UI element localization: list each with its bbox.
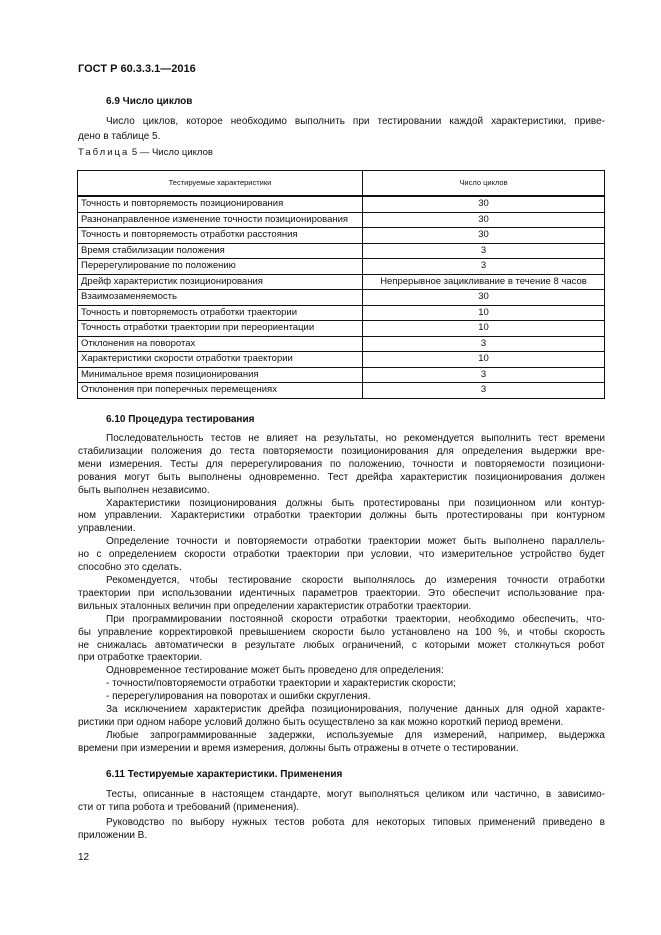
paragraph	[78, 789, 605, 815]
text-line: траектории при использовании идентичных параметров траектории. Это обеспечит использование пра-	[78, 587, 605, 599]
caption-prefix: Таблица	[78, 147, 130, 158]
cycles-cell: 30	[363, 196, 605, 212]
paragraph	[78, 691, 605, 704]
text-line: - точности/повторяемости отработки траектории и характеристик скорости;	[106, 678, 456, 690]
paragraph	[78, 498, 605, 537]
text-line: сти от типа робота и требований (применения).	[78, 801, 300, 813]
text-line: не снижалась автоматически в результате любых ограничений, с которыми может столкнуться робот	[78, 639, 605, 651]
cycles-cell: 30	[363, 228, 605, 244]
text-line: Любые запрограммированные задержки, используемые для измерений, например, выдержка	[106, 729, 605, 741]
paragraph	[78, 115, 605, 144]
text-line: Число циклов, которое необходимо выполнить при тестировании каждой характеристики, приве-	[106, 116, 605, 127]
text-line: быть выполнен независимо.	[78, 484, 210, 496]
characteristic-cell: Взаимозаменяемость	[78, 290, 363, 306]
cycles-cell: 3	[363, 259, 605, 275]
text-line: Определение точности и повторяемости отработки траектории может быть выполнено параллель-	[106, 536, 605, 548]
paragraph	[78, 433, 605, 498]
characteristic-cell: Минимальное время позиционирования	[78, 367, 363, 383]
text-line: вильных эталонных величин при определении характеристик отработки траектории.	[78, 600, 472, 612]
table-row	[78, 305, 605, 321]
characteristic-cell: Точность и повторяемость отработки траектории	[78, 305, 363, 321]
text-line: Рекомендуется, чтобы тестирование скорости выполнялось до измерения точности отработки	[106, 574, 605, 586]
text-line: При программировании постоянной скорости отработки траектории, необходимо обеспечить, что-	[106, 613, 605, 625]
caption-title: 5 — Число циклов	[129, 147, 213, 158]
characteristic-cell: Перерегулирование по положению	[78, 259, 363, 275]
paragraph	[78, 730, 605, 756]
section-title: 6.10 Процедура тестирования	[106, 414, 255, 425]
table-row	[78, 290, 605, 306]
paragraph	[78, 614, 605, 666]
paragraph	[78, 665, 605, 678]
text-line: но с определением скорости отработки траектории при условии, что измерительное устройство будет	[78, 549, 605, 561]
table-row	[78, 383, 605, 399]
paragraph	[78, 575, 605, 614]
cycles-cell: 3	[363, 367, 605, 383]
text-line: бы управление корректировкой превышением скорости было установлено на 100 %, и чтобы скорость	[78, 626, 605, 638]
table-caption	[78, 147, 213, 158]
characteristic-cell: Точность и повторяемость позиционирования	[78, 196, 363, 212]
column-header: Тестируемые характеристики	[78, 171, 363, 197]
cycles-cell: 3	[363, 243, 605, 259]
cycles-cell: 10	[363, 305, 605, 321]
text-line: дено в таблице 5.	[78, 130, 161, 142]
text-line: Последовательность тестов не влияет на результаты, но рекомендуется выполнить тест времени	[106, 433, 605, 444]
section-6-11	[78, 767, 605, 843]
paragraph	[78, 704, 605, 730]
table-row	[78, 274, 605, 290]
paragraph	[78, 817, 605, 843]
text-line: За исключением характеристик дрейфа позиционирования, получение данных для одной характе-	[106, 704, 605, 716]
text-line: Руководство по выбору нужных тестов робота для некоторых типовых применений приведено в	[106, 816, 605, 828]
cycles-cell: 30	[363, 290, 605, 306]
text-line: приложении В.	[78, 829, 148, 841]
section-6-10	[78, 412, 605, 756]
table-row	[78, 212, 605, 228]
table-row	[78, 336, 605, 352]
text-line: ристики при одном наборе условий должно быть осуществлено за как можно короткий период времени.	[78, 716, 564, 728]
paragraph	[78, 678, 605, 691]
characteristic-cell: Характеристики скорости отработки траектории	[78, 352, 363, 368]
characteristic-cell: Разнонаправленное изменение точности позиционирования	[78, 212, 363, 228]
characteristic-cell: Точность отработки траектории при переориентации	[78, 321, 363, 337]
cycles-cell: 30	[363, 212, 605, 228]
table-row	[78, 367, 605, 383]
characteristic-cell: Отклонения на поворотах	[78, 336, 363, 352]
text-line: при отработке траектории.	[78, 652, 203, 664]
page-number: 12	[78, 852, 90, 863]
text-line: рования могут быть выполнены одновременно. Тест дрейфа характеристик позиционирования должен	[78, 471, 605, 483]
table-row	[78, 243, 605, 259]
table-row	[78, 321, 605, 337]
table-row	[78, 196, 605, 212]
cycles-cell: 3	[363, 336, 605, 352]
characteristic-cell: Отклонения при поперечных перемещениях	[78, 383, 363, 399]
paragraph	[78, 536, 605, 575]
text-line: Тесты, описанные в настоящем стандарте, могут выполняться целиком или частично, в зависимо-	[106, 789, 605, 800]
table-row	[78, 352, 605, 368]
cycles-table	[77, 170, 605, 399]
document-id: ГОСТ Р 60.3.3.1—2016	[78, 63, 196, 75]
column-header: Число циклов	[363, 171, 605, 197]
characteristic-cell: Дрейф характеристик позиционирования	[78, 274, 363, 290]
text-line: - перерегулирования на поворотах и ошибки скругления.	[106, 691, 371, 703]
text-line: мени измерения. Тесты для перерегулирования по положению, точности и повторяемости позициони-	[78, 458, 605, 470]
text-line: времени при измерении и время измерения, должны быть отражены в отчете о тестировании.	[78, 742, 519, 754]
characteristic-cell: Время стабилизации положения	[78, 243, 363, 259]
text-line: управлении.	[78, 523, 136, 535]
section-6-9	[78, 94, 605, 144]
text-line: Одновременное тестирование может быть проведено для определения:	[106, 665, 444, 677]
table-row	[78, 228, 605, 244]
cycles-cell: 10	[363, 352, 605, 368]
text-line: Характеристики позиционирования должны быть протестированы при позиционном или контур-	[106, 497, 605, 509]
cycles-cell: 10	[363, 321, 605, 337]
table-row	[78, 259, 605, 275]
text-line: ном управлении. Характеристики отработки траектории должны быть протестированы при контурном	[78, 510, 605, 522]
text-line: способно это сделать.	[78, 562, 182, 574]
cycles-cell: Непрерывное зацикливание в течение 8 часов	[363, 274, 605, 290]
characteristic-cell: Точность и повторяемость отработки расстояния	[78, 228, 363, 244]
text-line: стабилизации положения до теста повторяемости позиционирования для определения выдержки вре-	[78, 445, 605, 457]
section-title: 6.9 Число циклов	[106, 96, 193, 107]
section-title: 6.11 Тестируемые характеристики. Применения	[106, 769, 343, 780]
cycles-cell: 3	[363, 383, 605, 399]
